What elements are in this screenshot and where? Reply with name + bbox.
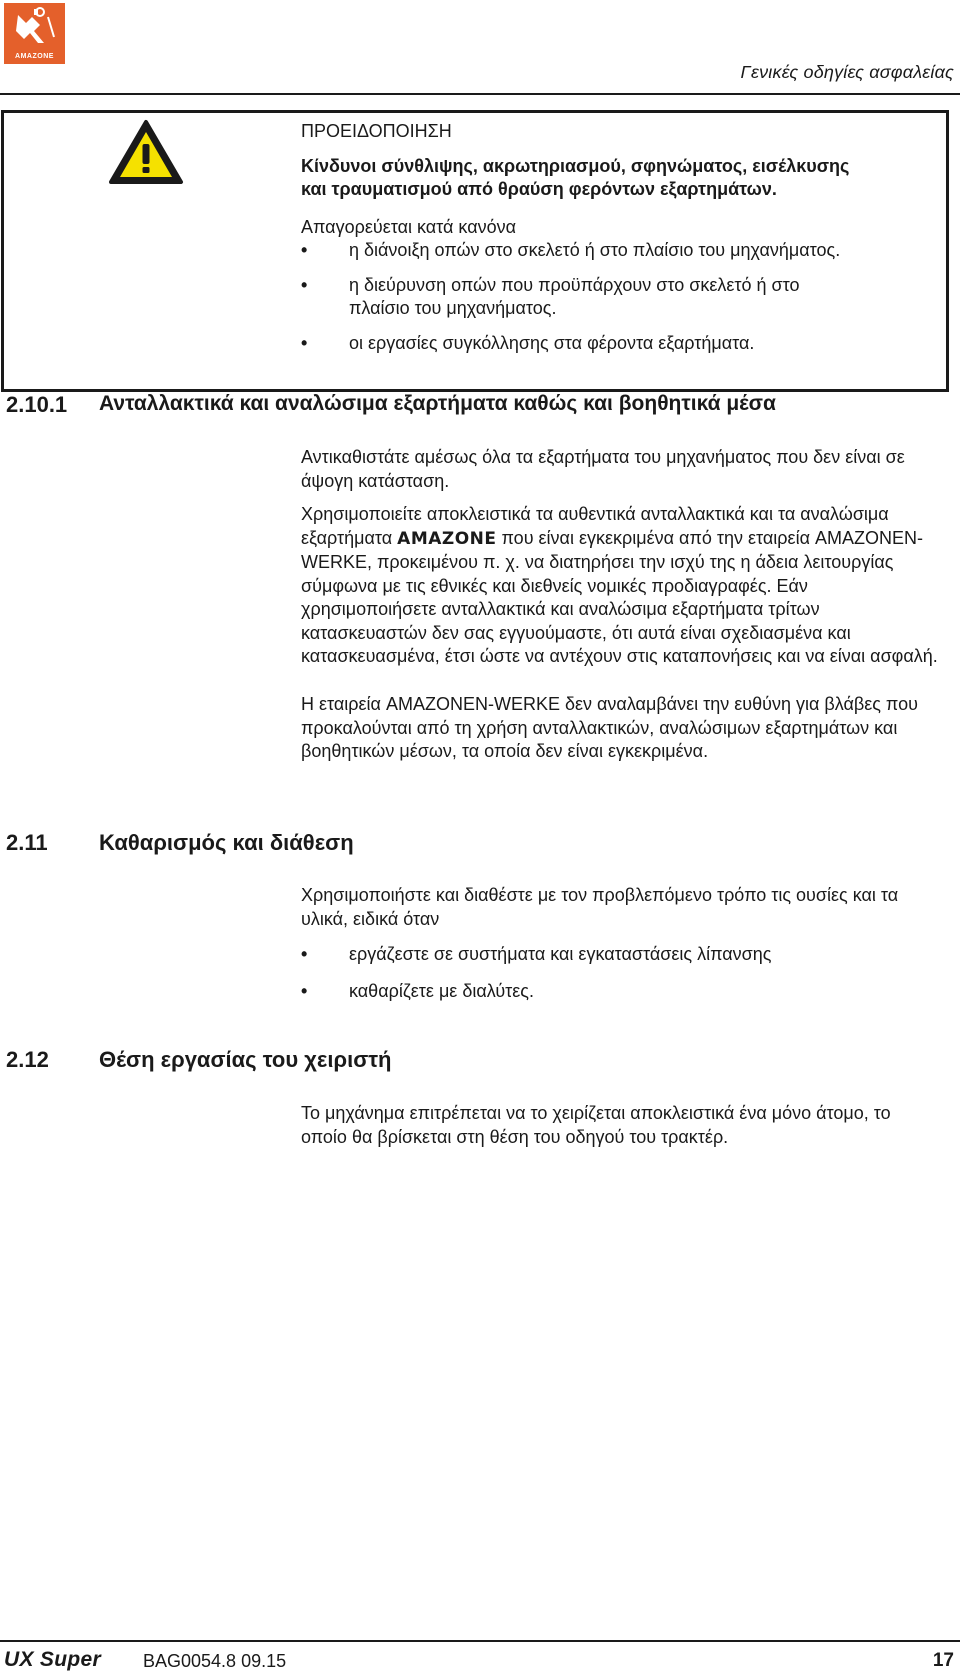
logo-text: AMAZONE (15, 53, 54, 60)
warning-danger-line2: και τραυματισμού από θραύση φερόντων εξαρτημάτων. (301, 179, 777, 199)
bullet-icon: • (301, 275, 308, 295)
paragraph: Το μηχάνημα επιτρέπεται να το χειρίζεται αποκλειστικά ένα μόνο άτομο, το οποίο θα βρίσκεται στη θέση του οδηγού του τρακτέρ. (301, 1103, 891, 1147)
footer-doc-code: BAG0054.8 09.15 (143, 1651, 287, 1671)
paragraph: Η εταιρεία AMAZONEN-WERKE δεν αναλαμβάνει την ευθύνη για βλάβες που προκαλούνται από τη χρήση ανταλλακτικών, αναλώσιμων εξαρτημάτων και βοηθητικών μέσων, τα οποία δεν είναι εγκεκριμένα. (301, 694, 918, 761)
bullet-icon: • (301, 944, 308, 964)
warning-danger-line1: Κίνδυνοι σύνθλιψης, ακρωτηριασμού, σφηνώματος, εισέλκυσης (301, 156, 850, 176)
bullet-icon: • (301, 981, 308, 1001)
section-title: Ανταλλακτικά και αναλώσιμα εξαρτήματα καθώς και βοηθητικά μέσα (99, 392, 776, 415)
section-title: Θέση εργασίας του χειριστή (99, 1047, 392, 1072)
paragraph-text: που είναι εγκεκριμένα από την εταιρεία AMAZONEN-WERKE, προκειμένου π. χ. να διατηρήσει την ισχύ της η άδεια λειτουργίας σύμφωνα με τις εθνικές και διεθνείς νομικές προδιαγραφές. Εάν χρησιμοποιήσετε ανταλλακτικά και αναλώσιμα εξαρτήματα τρίτων κατασκευαστών δεν σας εγγυούμαστε, ότι αυτά είναι σχεδιασμένα και κατασκευασμένα, έτσι ώστε να αντέχουν στις καταπονήσεις και να είναι ασφαλή. (301, 527, 938, 666)
page-number: 17 (932, 1650, 954, 1671)
warning-label: ΠΡΟΕΙΔΟΠΟΙΗΣΗ (301, 121, 452, 141)
sower-emblem-icon (4, 3, 65, 51)
warning-triangle-icon (108, 118, 184, 191)
warning-intro: Απαγορεύεται κατά κανόνα (301, 217, 517, 237)
section-number: 2.12 (6, 1047, 49, 1072)
bullet-icon: • (301, 240, 308, 260)
footer-brand: UX Super (4, 1648, 101, 1671)
list-item-text: η διεύρυνση οπών που προϋπάρχουν στο σκελετό ή στο πλαίσιο του μηχανήματος. (349, 275, 800, 318)
paragraph-text: Χρησιμοποιείτε αποκλειστικά τα αυθεντικά ανταλλακτικά και τα αναλώσιμα εξαρτήματα (301, 504, 889, 548)
section-number: 2.10.1 (6, 392, 68, 417)
list-item-text: οι εργασίες συγκόλλησης στα φέροντα εξαρτήματα. (349, 333, 755, 353)
amazone-logo (4, 3, 65, 64)
paragraph (301, 503, 941, 669)
brand-name: AMAZONE (397, 528, 497, 549)
list-item-text: εργάζεστε σε συστήματα και εγκαταστάσεις λίπανσης (349, 944, 772, 964)
list-item-text: η διάνοιξη οπών στο σκελετό ή στο πλαίσιο του μηχανήματος. (349, 240, 841, 260)
section-title: Καθαρισμός και διάθεση (99, 830, 354, 855)
header-divider (0, 93, 960, 95)
paragraph: Αντικαθιστάτε αμέσως όλα τα εξαρτήματα του μηχανήματος που δεν είναι σε άψογη κατάσταση. (301, 447, 905, 491)
paragraph: Χρησιμοποιήστε και διαθέστε με τον προβλεπόμενο τρόπο τις ουσίες και τα υλικά, ειδικά όταν (301, 885, 899, 929)
footer-divider (0, 1640, 960, 1642)
bullet-icon: • (301, 333, 308, 353)
page-section-title: Γενικές οδηγίες ασφαλείας (740, 62, 954, 82)
section-number: 2.11 (6, 830, 48, 855)
warning-danger-text (301, 155, 931, 201)
list-item-text: καθαρίζετε με διαλύτες. (349, 981, 534, 1001)
